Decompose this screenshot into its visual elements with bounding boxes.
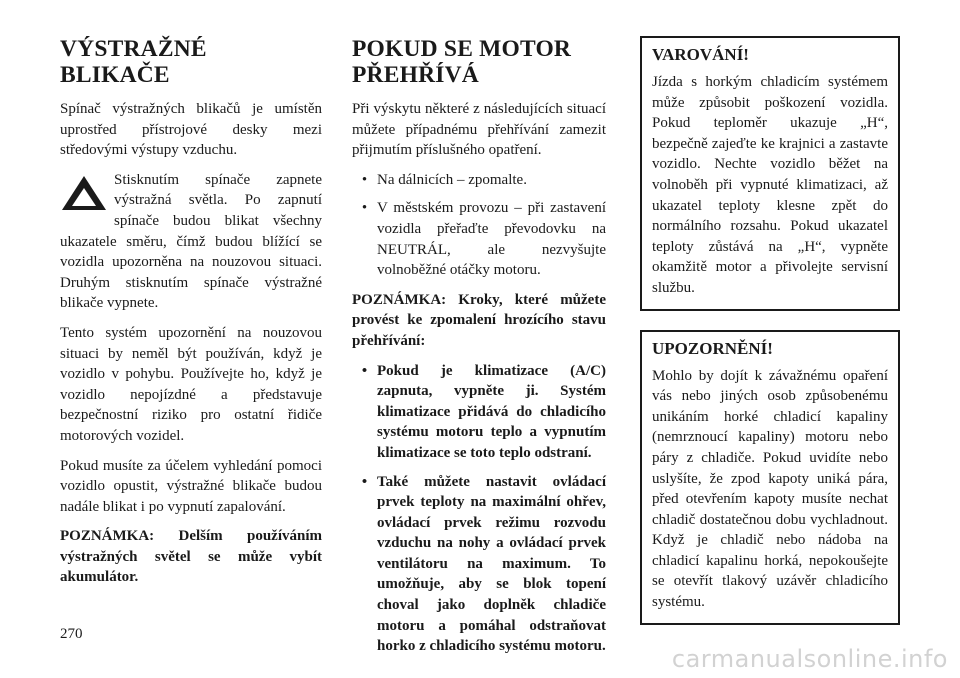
column-warnings <box>640 36 900 644</box>
caution-box <box>640 330 900 625</box>
section-title-line-1: POKUD SE MOTOR <box>352 36 572 62</box>
list-item: • V městském provozu – při zastavení vozidla přeřaďte převodovku na NEUTRÁL, ale nezvyšujte volnoběžné otáčky motoru. <box>352 198 606 280</box>
warning-box-text: Jízda s horkým chladicím systémem může způsobit poškození vozidla. Pokud teploměr ukazuje „H“, bezpečně zajeďte ke krajnici a zastavte vozidlo. Nechte vozidlo běžet na volnoběh při vypnuté klimatizaci, až ukazatel teploty klesne zpět do normálního rozsahu. Pokud ukazatel teploty zůstává na „H“, vypněte okamžitě motor a přivolejte servisní službu. <box>652 74 888 296</box>
list-item: • Také můžete nastavit ovládací prvek teploty na maximální ohřev, ovládací prvek režimu rozvodu vzduchu na nohy a ovládací prvek ventilátoru na maximum. To umožňuje, aby se blok topení choval jako doplněk chladiče motoru a pomáhal odstraňovat horko z chladicího systému motoru. <box>352 472 606 657</box>
section-title-line-2: PŘEHŘÍVÁ <box>352 62 479 88</box>
hazard-switch-location-text: Spínač výstražných blikačů je umístěn uprostřed přístrojové desky mezi středovými výstupy vzduchu. <box>60 101 322 159</box>
hazard-warning-paragraph <box>60 170 322 314</box>
overheating-intro-text: Při výskytu některé z následujících situací můžete případnému přehřívání zamezit přijmutím příslušného opatření. <box>352 101 606 159</box>
hazard-after-ignition-text: Pokud musíte za účelem vyhledání pomoci vozidlo opustit, výstražné blikače budou nadále blikat i po vypnutí zapalování. <box>60 457 322 515</box>
caution-box-text: Mohlo by dojít k závažnému opaření vás nebo jiných osob způsobenému unikáním horké chladicí kapaliny (nemrznoucí kapaliny) motoru nebo páry z chladiče. Pokud uvidíte nebo uslyšíte, že zpod kapoty uniká pára, před otevřením kapoty musíte nechat chladič dostatečnou dobu vychladnout. Když je chladič nebo nádoba na chladicí kapalinu horká, nepokoušejte se otevřít tlakový uzávěr chladicího systému. <box>652 367 888 611</box>
overheating-steps-list <box>352 361 606 657</box>
section-title-hazard-flashers: VÝSTRAŽNÉ BLIKAČE <box>60 36 207 88</box>
hazard-triangle-icon <box>60 174 108 212</box>
overheating-measures-list <box>352 170 606 281</box>
page-number: 270 <box>60 626 83 642</box>
list-item: • Pokud je klimatizace (A/C) zapnuta, vypněte ji. Systém klimatizace přidává do chladicího systému motoru teplo a vypnutím klimatizace se toto teplo odstraní. <box>352 361 606 464</box>
overheating-note: POZNÁMKA: Kroky, které můžete provést ke zpomalení hrozícího stavu přehřívání: <box>352 291 606 349</box>
hazard-operation-text: Stisknutím spínače zapnete výstražná světla. Po zapnutí spínače budou blikat všechny ukazatele směru, čímž budou blížící se vozidla upozorněna na nouzovou situaci. Druhým stisknutím spínače výstražné blikače vypnete. <box>60 171 322 312</box>
hazard-battery-note: POZNÁMKA: Delším používáním výstražných světel se může vybít akumulátor. <box>60 528 322 586</box>
caution-box-title: UPOZORNĚNÍ! <box>652 338 773 358</box>
column-hazard-flashers <box>60 36 322 597</box>
warning-box-title: VAROVÁNÍ! <box>652 45 749 64</box>
list-item: • Na dálnicích – zpomalte. <box>352 170 606 191</box>
column-engine-overheating <box>352 36 606 666</box>
warning-box <box>640 36 900 311</box>
section-title-engine-overheating <box>352 36 606 88</box>
hazard-usage-text: Tento systém upozornění na nouzovou situaci by neměl být používán, když je vozidlo v pohybu. Používejte ho, když je vozidlo nepojízdné a představuje bezpečnostní riziko pro ostatní řidiče motorových vozidel. <box>60 324 322 444</box>
watermark: carmanualsonline.info <box>671 645 948 673</box>
